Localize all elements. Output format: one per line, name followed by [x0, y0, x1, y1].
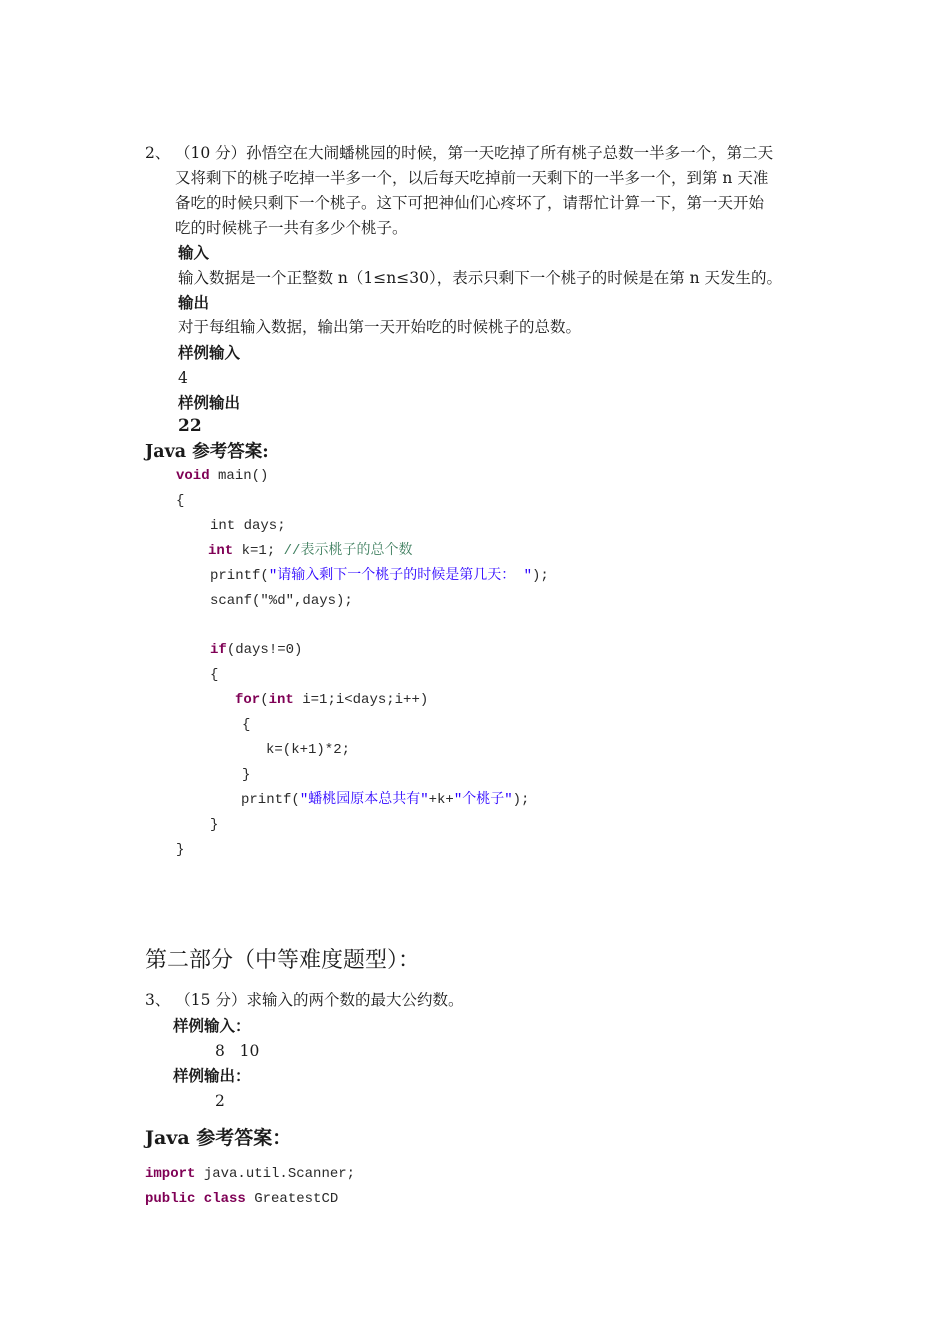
- section-title: 第二部分（中等难度题型）：: [145, 948, 421, 973]
- sample-input-heading: 样例输入: [178, 343, 241, 362]
- code-line: int k=1; //表示桃子的总个数: [208, 543, 413, 559]
- output-description: 对于每组输入数据，输出第一天开始吃的时候桃子的总数。: [178, 318, 582, 336]
- question-number: 2、: [145, 144, 171, 162]
- code-line: void main(): [176, 468, 269, 484]
- code-line: {: [176, 493, 185, 509]
- code-line: printf("请输入剩下一个桃子的时候是第几天： ");: [210, 568, 549, 584]
- answer-heading: Java 参考答案:: [145, 442, 269, 462]
- code-line: int days;: [210, 518, 286, 534]
- question-text-line: 备吃的时候只剩下一个桃子。这下可把神仙们心疼坏了，请帮忙计算一下，第一天开始: [175, 194, 765, 212]
- code-line: }: [176, 842, 185, 858]
- sample-output-heading: 样例输出: [178, 393, 241, 412]
- question-text-line: 又将剩下的桃子吃掉一半多一个，以后每天吃掉前一天剩下的一半多一个，到第 n 天准: [175, 169, 769, 187]
- code-line: {: [210, 667, 219, 683]
- question-text-line: 吃的时候桃子一共有多少个桃子。: [175, 219, 408, 237]
- sample-output-value: 22: [178, 416, 202, 436]
- sample-input-heading: 样例输入：: [173, 1016, 251, 1035]
- code-line: public class GreatestCD: [145, 1191, 339, 1207]
- sample-output-heading: 样例输出：: [173, 1066, 251, 1085]
- code-line: k=(k+1)*2;: [266, 742, 351, 758]
- code-line: for(int i=1;i<days;i++): [235, 692, 429, 708]
- input-description: 输入数据是一个正整数 n（1≤n≤30），表示只剩下一个桃子的时候是在第 n 天发生的。: [178, 269, 783, 287]
- sample-input-value: 8 10: [215, 1042, 260, 1060]
- code-line: import java.util.Scanner;: [145, 1166, 356, 1182]
- answer-heading: Java 参考答案：: [145, 1127, 292, 1149]
- question-text-line: （10 分）孙悟空在大闹蟠桃园的时候，第一天吃掉了所有桃子总数一半多一个，第二天: [175, 144, 774, 162]
- code-line: printf("蟠桃园原本总共有"+k+"个桃子");: [241, 792, 530, 808]
- input-heading: 输入: [178, 243, 210, 262]
- output-heading: 输出: [178, 293, 210, 312]
- code-line: }: [242, 767, 251, 783]
- sample-input-value: 4: [178, 369, 188, 387]
- code-line: {: [242, 717, 251, 733]
- code-line: }: [210, 817, 219, 833]
- code-line: if(days!=0): [210, 642, 303, 658]
- question-text: 3、 （15 分）求输入的两个数的最大公约数。: [145, 991, 464, 1009]
- code-line: scanf("%d",days);: [210, 593, 353, 609]
- sample-output-value: 2: [215, 1092, 225, 1110]
